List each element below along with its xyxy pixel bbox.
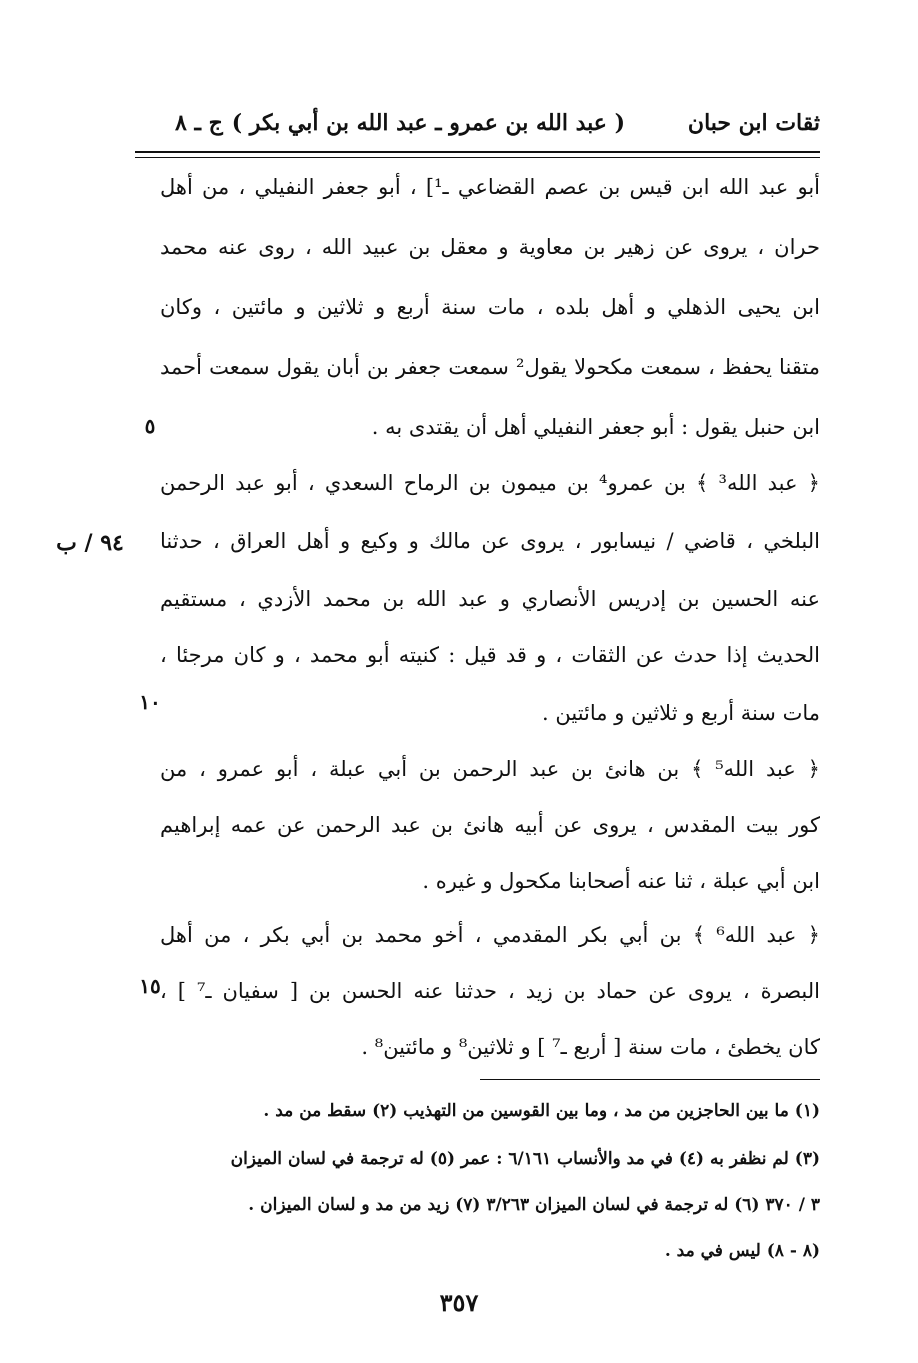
line-number: ٥ <box>144 414 156 438</box>
footnote-line: (٣) لم نظفر به (٤) في مد والأنساب ٦/١٦١ : عمر (٥) له ترجمة في لسان الميزان <box>230 1149 820 1169</box>
line-number: ١٠ <box>139 690 161 714</box>
volume-number: ج ـ ٨ <box>175 110 223 136</box>
text-line: كان يخطئ ، مات سنة [ أربع ـ⁷ ] و ثلاثين⁸ و مائتين⁸ . <box>361 1035 820 1059</box>
manuscript-folio-note: ٩٤ / ب <box>56 530 124 556</box>
text-line: البصرة ، يروى عن حماد بن زيد ، حدثنا عنه الحسن بن [ سفيان ـ⁷ ] ، <box>160 979 820 1003</box>
footnote-line: (١) ما بين الحاجزين من مد ، وما بين القوسين من التهذيب (٢) سقط من مد . <box>263 1101 820 1121</box>
text-line: البلخي ، قاضي / نيسابور ، يروى عن مالك و وكيع و أهل العراق ، حدثنا <box>160 529 820 553</box>
book-title: ثقات ابن حبان <box>687 110 820 136</box>
footnote-line: (٨ - ٨) ليس في مد . <box>664 1241 820 1261</box>
text-line: ابن حنبل يقول : أبو جعفر النفيلي أهل أن يقتدى به . <box>371 415 820 439</box>
page-subject: ( عبد الله بن عمرو ـ عبد الله بن أبي بكر ) <box>231 110 625 136</box>
text-line: حران ، يروى عن زهير بن معاوية و معقل بن عبيد الله ، روى عنه محمد <box>160 235 820 259</box>
text-line: ابن أبي عبلة ، ثنا عنه أصحابنا مكحول و غيره . <box>422 869 820 893</box>
text-line: ابن يحيى الذهلي و أهل بلده ، مات سنة أربع و ثلاثين و مائتين ، وكان <box>160 295 820 319</box>
footnote-line: ٣ / ٣٧٠ (٦) له ترجمة في لسان الميزان ٣/٢٦٣ (٧) زيد من مد و لسان الميزان . <box>248 1195 820 1215</box>
text-line: كور بيت المقدس ، يروى عن أبيه هانئ بن عبد الرحمن عن عمه إبراهيم <box>160 813 820 837</box>
footnote-divider <box>480 1079 820 1080</box>
text-line: ﴿ عبد الله⁶ ﴾ بن أبي بكر المقدمي ، أخو محمد بن أبي بكر ، من أهل <box>160 923 820 947</box>
line-number: ١٥ <box>139 974 161 998</box>
text-line: ﴿ عبد الله⁵ ﴾ بن هانئ بن عبد الرحمن بن أبي عبلة ، أبو عمرو ، من <box>160 757 820 781</box>
text-line: مات سنة أربع و ثلاثين و مائتين . <box>542 701 820 725</box>
running-header <box>135 104 820 148</box>
text-line: عنه الحسين بن إدريس الأنصاري و عبد الله بن محمد الأزدي ، مستقيم <box>160 587 820 611</box>
header-rule-thick <box>135 151 820 153</box>
header-rule-thin <box>135 157 820 158</box>
text-line: ﴿ عبد الله³ ﴾ بن عمرو⁴ بن ميمون بن الرماح السعدي ، أبو عبد الرحمن <box>160 471 820 495</box>
text-line: الحديث إذا حدث عن الثقات ، و قد قيل : كنيته أبو محمد ، و كان مرجئا ، <box>160 643 820 667</box>
page-number: ٣٥٧ <box>439 1288 479 1317</box>
text-line: متقنا يحفظ ، سمعت مكحولا يقول² سمعت جعفر بن أبان يقول سمعت أحمد <box>160 355 820 379</box>
text-line: أبو عبد الله ابن قيس بن عصم القضاعي ـ¹] ، أبو جعفر النفيلي ، من أهل <box>160 175 820 199</box>
